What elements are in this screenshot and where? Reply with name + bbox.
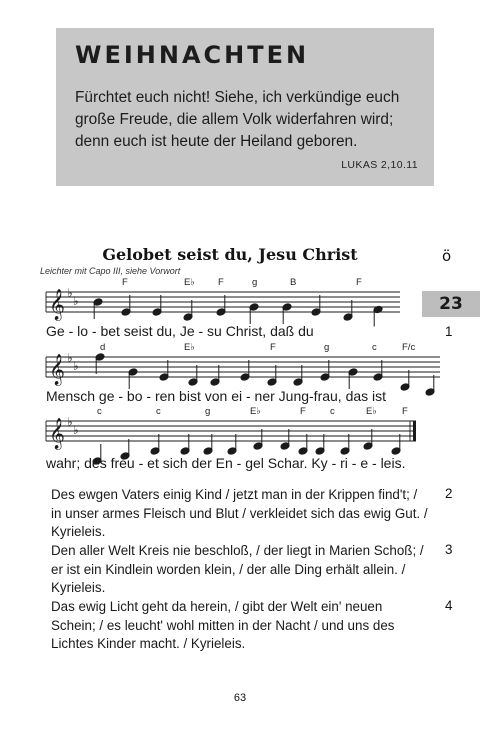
chord-symbol: F	[356, 277, 362, 288]
chord-symbol: g	[324, 342, 330, 353]
chord-symbol: g	[205, 406, 211, 417]
chord-symbol: d	[100, 342, 106, 353]
verse-line: Kyrieleis.	[51, 524, 106, 539]
section-title: WEIHNACHTEN	[75, 41, 310, 69]
tempo-note: Leichter mit Capo III, siehe Vorwort	[40, 266, 181, 276]
quote-line: Fürchtet euch nicht! Siehe, ich verkündige euch	[75, 89, 400, 106]
quote-line: große Freude, die allem Volk widerfahren wird;	[75, 111, 394, 128]
verse-number: 1	[445, 324, 453, 339]
chord-symbol: E♭	[184, 277, 195, 288]
svg-text:♭: ♭	[67, 286, 73, 300]
chord-symbol: F/c	[402, 342, 416, 353]
verse-text	[51, 486, 428, 542]
page-number: 63	[233, 692, 247, 704]
svg-text:𝄞: 𝄞	[49, 354, 65, 385]
verse-line: in unser armes Fleisch und Blut / verkleidet sich das ewig Gut. /	[51, 505, 428, 521]
quote-source: LUKAS 2,10.11	[341, 159, 418, 171]
song-title: Gelobet seist du, Jesu Christ	[102, 245, 358, 264]
chord-symbol: F	[300, 406, 306, 417]
svg-text:𝄞: 𝄞	[49, 418, 65, 449]
quote-line: denn euch ist heute der Heiland geboren.	[75, 133, 358, 150]
chord-symbol: B	[290, 277, 297, 288]
chord-symbol: g	[252, 277, 258, 288]
svg-text:♭: ♭	[73, 294, 79, 308]
chord-symbol: F	[402, 406, 408, 417]
lyric-line: wahr; des freu - et sich der En - gel Schar. Ky - ri - e - leis.	[46, 455, 406, 471]
svg-text:♭: ♭	[67, 415, 73, 429]
lyric-line: Mensch ge - bo - ren bist von ei - ner Jung-frau, das ist	[46, 388, 387, 404]
chord-symbol: c	[97, 406, 102, 417]
verse-line: Schein; / es leucht' wohl mitten in der Nacht / und uns des	[51, 617, 395, 633]
chord-symbol: E♭	[250, 406, 261, 417]
verse-text	[51, 598, 423, 654]
verse-number: 2	[445, 486, 453, 501]
chord-symbol: c	[372, 342, 377, 353]
verse-number: 4	[445, 598, 453, 613]
verse-line: Den aller Welt Kreis nie beschloß, / der liegt in Marien Schoß; /	[51, 543, 424, 558]
chord-symbol: F	[122, 277, 128, 288]
svg-text:♭: ♭	[67, 351, 73, 365]
verse-number: 3	[445, 542, 453, 557]
chord-symbol: c	[156, 406, 161, 417]
chord-symbol: F	[270, 342, 276, 353]
verse-line: Des ewgen Vaters einig Kind / jetzt man in der Krippen find't; /	[51, 487, 418, 502]
chord-symbol: E♭	[184, 342, 195, 353]
svg-text:♭: ♭	[73, 423, 79, 437]
verse-line: Lichtes Kinder macht. / Kyrieleis.	[51, 636, 246, 651]
lyric-line: Ge - lo - bet seist du, Je - su Christ, daß du	[46, 323, 314, 339]
chord-symbol: c	[330, 406, 335, 417]
verse-line: er ist ein Kindlein worden klein, / der alle Ding erhält allein. /	[51, 561, 406, 577]
verse-line: Das ewig Licht geht da herein, / gibt der Welt ein' neuen	[51, 599, 383, 614]
svg-text:𝄞: 𝄞	[49, 289, 65, 320]
svg-text:♭: ♭	[73, 359, 79, 373]
chord-symbol: E♭	[366, 406, 377, 417]
ecumenical-marker: ö	[442, 247, 452, 265]
chord-symbol: F	[218, 277, 224, 288]
verse-text	[51, 542, 423, 598]
verse-line: Kyrieleis.	[51, 580, 106, 595]
song-number-tab: 23	[422, 291, 480, 317]
